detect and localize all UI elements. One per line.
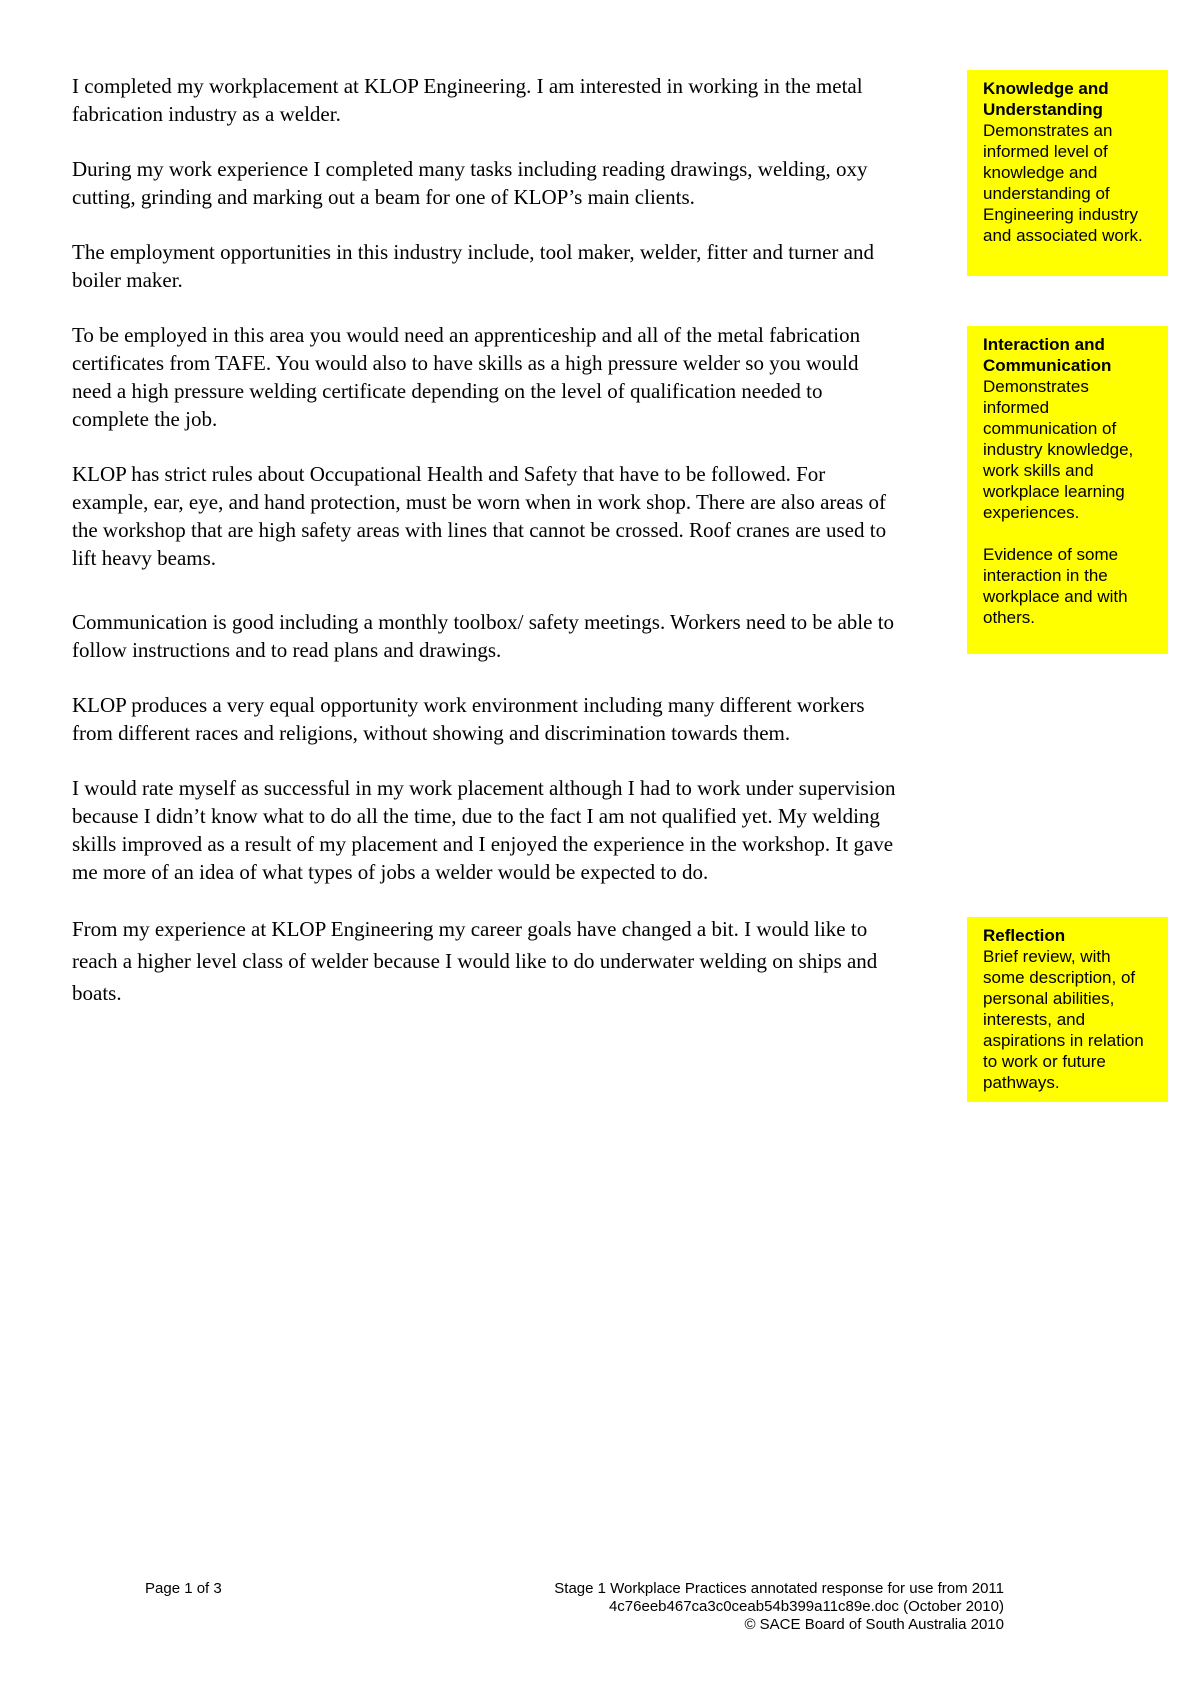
annotation-body: Demonstrates an informed level of knowledge and understanding of Engineering industry and associated work. bbox=[983, 121, 1143, 245]
annotation-title: Knowledge and Understanding bbox=[983, 79, 1109, 119]
paragraph-intro: I completed my workplacement at KLOP Engineering. I am interested in working in the metal fabrication industry as a welder. bbox=[72, 74, 863, 126]
annotation-title: Reflection bbox=[983, 926, 1066, 945]
paragraph-requirements: To be employed in this area you would need an apprenticeship and all of the metal fabrication certificates from TAFE. You would also to have skills as a high pressure welder so you would need a high pressure welding certificate depending on the level of qualification needed to complete the job. bbox=[72, 323, 861, 431]
annotation-interaction-communication bbox=[967, 326, 1168, 654]
document-body bbox=[72, 72, 902, 1036]
paragraph-opportunities: The employment opportunities in this industry include, tool maker, welder, fitter and turner and boiler maker. bbox=[72, 240, 874, 292]
footer-course-line: Stage 1 Workplace Practices annotated response for use from 2011 bbox=[554, 1580, 1004, 1597]
paragraph-self-rating: I would rate myself as successful in my work placement although I had to work under supervision because I didn’t know what to do all the time, due to the fact I am not qualified yet. My welding skills improved as a result of my placement and I enjoyed the experience in the workshop. It gave me more of an idea of what types of jobs a welder would be expected to do. bbox=[72, 776, 896, 884]
paragraph-communication: Communication is good including a monthly toolbox/ safety meetings. Workers need to be able to follow instructions and to read plans and drawings. bbox=[72, 610, 895, 662]
annotation-body-secondary: Evidence of some interaction in the workplace and with others. bbox=[983, 545, 1128, 627]
footer-filename-line: 4c76eeb467ca3c0ceab54b399a11c89e.doc (October 2010) bbox=[608, 1598, 1004, 1615]
paragraph-safety: KLOP has strict rules about Occupational Health and Safety that have to be followed. For example, ear, eye, and hand protection, must be worn when in work shop. There are also areas of the workshop that are high safety areas with lines that cannot be crossed. Roof cranes are used to lift heavy beams. bbox=[72, 462, 887, 570]
footer-page-number: Page 1 of 3 bbox=[145, 1580, 222, 1597]
paragraph-equal-opportunity: KLOP produces a very equal opportunity work environment including many different workers from different races and religions, without showing and discrimination towards them. bbox=[72, 693, 865, 745]
paragraph-tasks: During my work experience I completed many tasks including reading drawings, welding, oxy cutting, grinding and marking out a beam for one of KLOP’s main clients. bbox=[72, 157, 868, 209]
annotation-body: Demonstrates informed communication of industry knowledge, work skills and workplace learning experiences. bbox=[983, 377, 1134, 522]
annotation-title: Interaction and Communication bbox=[983, 335, 1112, 375]
annotation-knowledge-understanding bbox=[967, 70, 1168, 276]
paragraph-career-goals: From my experience at KLOP Engineering my career goals have changed a bit. I would like to reach a higher level class of welder because I would like to do underwater welding on ships and boats. bbox=[72, 917, 878, 1005]
footer-copyright-line: © SACE Board of South Australia 2010 bbox=[744, 1616, 1004, 1633]
annotation-body: Brief review, with some description, of personal abilities, interests, and aspirations in relation to work or future pathways. bbox=[983, 947, 1144, 1092]
footer-document-info bbox=[554, 1580, 1004, 1634]
annotation-reflection bbox=[967, 917, 1168, 1102]
